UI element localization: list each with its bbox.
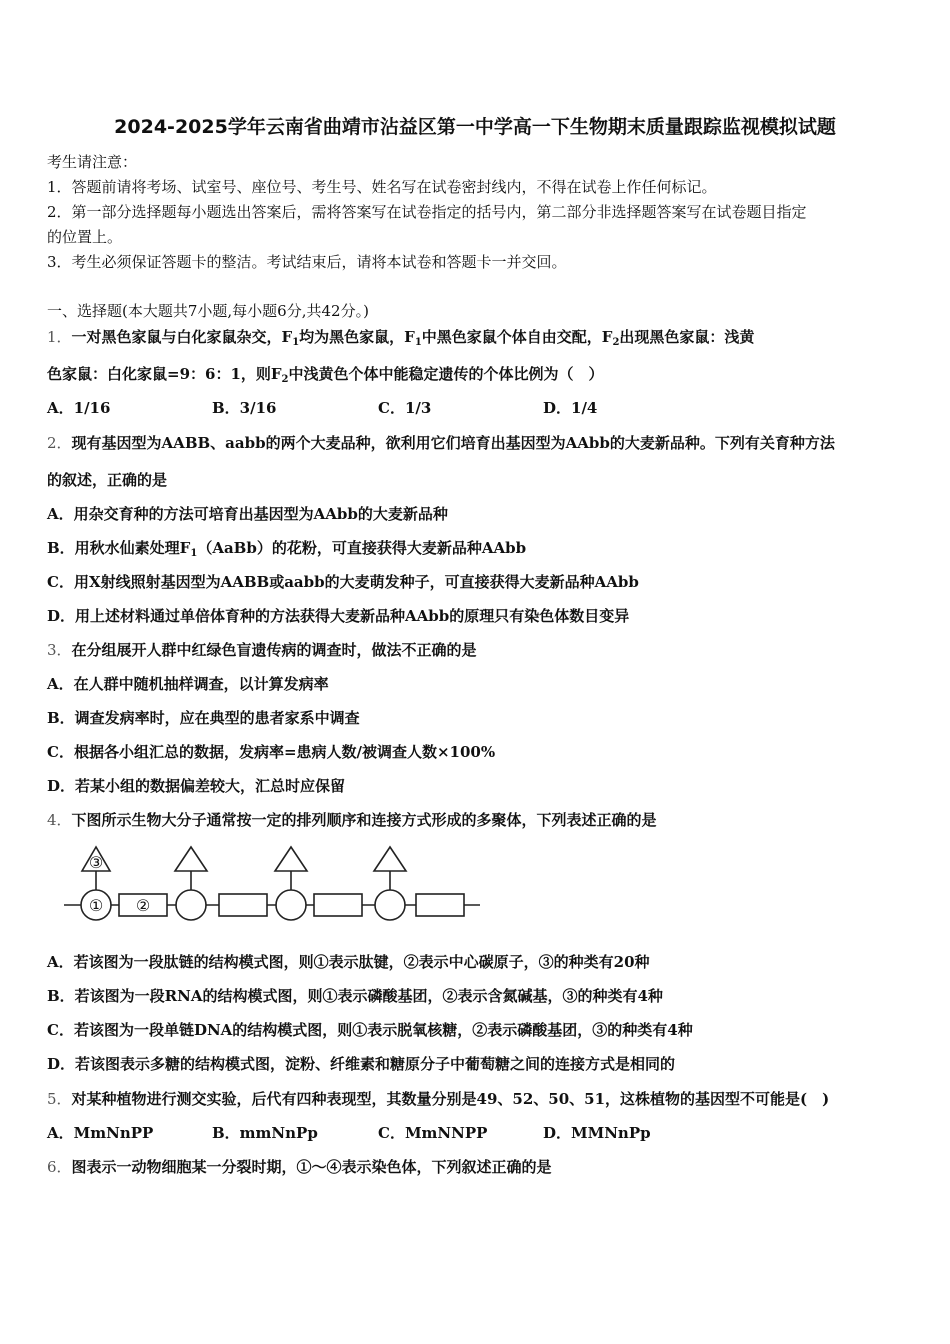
question-number: 4．: [47, 811, 72, 829]
label-1: ①: [88, 896, 104, 915]
section-heading: 一、选择题(本大题共7小题,每小题6分,共42分。): [47, 302, 369, 320]
circle: [375, 890, 405, 920]
page-title: 2024-2025学年云南省曲靖市沾益区第一中学高一下生物期末质量跟踪监视模拟试题: [114, 116, 836, 138]
question-number: 1．: [47, 328, 72, 346]
option-c: C．1/3: [378, 399, 432, 417]
question-1-stem-cont: 色家鼠：白化家鼠=9：6：1，则$F_2$中浅黄色个体中能稳定遗传的个体比例为（ ）: [47, 365, 604, 385]
option-c: C．若该图为一段单链DNA的结构模式图，则①表示脱氧核糖，②表示磷酸基团，③的种类有4种: [47, 1021, 693, 1039]
option-d: D．若该图表示多糖的结构模式图，淀粉、纤维素和糖原分子中葡萄糖之间的连接方式是相同的: [47, 1055, 676, 1073]
notice-heading: 考生请注意：: [47, 153, 138, 171]
question-6-stem: 6．图表示一动物细胞某一分裂时期，①～④表示染色体，下列叙述正确的是: [47, 1158, 552, 1176]
option-d: D．1/4: [543, 399, 598, 417]
question-number: 3．: [47, 641, 72, 659]
notice-item: 的位置上。: [47, 228, 123, 246]
notice-item: 1．答题前请将考场、试室号、座位号、考生号、姓名写在试卷密封线内，不得在试卷上作任何标记。: [47, 178, 717, 196]
option-c: C．用X射线照射基因型为AABB或aabb的大麦萌发种子，可直接获得大麦新品种AAbb: [47, 573, 639, 591]
triangle: [374, 847, 406, 871]
question-1-stem: 1．一对黑色家鼠与白化家鼠杂交，$F_1$均为黑色家鼠，$F_1$中黑色家鼠个体自由交配，$F_2$出现黑色家鼠：浅黄: [47, 328, 755, 348]
label-3: ③: [88, 853, 104, 872]
option-a: A．1/16: [47, 399, 111, 417]
rect: [219, 894, 267, 916]
option-b: B．用秋水仙素处理$F_1(AaBb)$的花粉，可直接获得大麦新品种AAbb: [47, 539, 527, 559]
notice-item: 2．第一部分选择题每小题选出答案后，需将答案写在试卷指定的括号内，第二部分非选择题答案写在试卷题目指定: [47, 203, 807, 221]
triangle: [275, 847, 307, 871]
option-a: A．MmNnPP: [47, 1124, 154, 1142]
question-3-stem: 3．在分组展开人群中红绿色盲遗传病的调查时，做法不正确的是: [47, 641, 477, 659]
question-5-stem: 5．对某种植物进行测交实验，后代有四种表现型，其数量分别是49、52、50、51，这株植物的基因型不可能是( ): [47, 1090, 830, 1108]
option-d: D．若某小组的数据偏差较大，汇总时应保留: [47, 777, 346, 795]
polymer-diagram: [60, 842, 485, 924]
circle: [276, 890, 306, 920]
question-number: 6．: [47, 1158, 72, 1176]
option-a: A．若该图为一段肽链的结构模式图，则①表示肽键，②表示中心碳原子，③的种类有20种: [47, 953, 650, 971]
question-number: 2．: [47, 434, 72, 452]
question-1-options: [47, 398, 597, 418]
option-d: D．用上述材料通过单倍体育种的方法获得大麦新品种AAbb的原理只有染色体数目变异: [47, 607, 630, 625]
option-c: C．根据各小组汇总的数据，发病率=患病人数/被调查人数×100%: [47, 743, 496, 761]
question-number: 5．: [47, 1090, 72, 1108]
question-2-stem-cont: 的叙述，正确的是: [47, 471, 168, 489]
option-a: A．在人群中随机抽样调查，以计算发病率: [47, 675, 329, 693]
rect: [314, 894, 362, 916]
question-5-options: [47, 1123, 651, 1143]
question-2-stem: 2．现有基因型为AABB、aabb的两个大麦品种，欲利用它们培育出基因型为AAbb的大麦新品种。下列有关育种方法: [47, 434, 835, 452]
option-c: C．MmNNPP: [378, 1124, 488, 1142]
label-2: ②: [135, 896, 151, 915]
option-b: B．调查发病率时，应在典型的患者家系中调查: [47, 709, 360, 727]
option-b: B．3/16: [212, 399, 277, 417]
option-b: B．若该图为一段RNA的结构模式图，则①表示磷酸基团，②表示含氮碱基，③的种类有4种: [47, 987, 663, 1005]
question-4-stem: 4．下图所示生物大分子通常按一定的排列顺序和连接方式形成的多聚体，下列表述正确的是: [47, 811, 657, 829]
notice-item: 3．考生必须保证答题卡的整洁。考试结束后，请将本试卷和答题卡一并交回。: [47, 253, 567, 271]
option-b: B．mmNnPp: [212, 1124, 318, 1142]
option-a: A．用杂交育种的方法可培育出基因型为AAbb的大麦新品种: [47, 505, 448, 523]
option-d: D．MMNnPp: [543, 1124, 651, 1142]
rect: [416, 894, 464, 916]
triangle: [175, 847, 207, 871]
circle: [176, 890, 206, 920]
